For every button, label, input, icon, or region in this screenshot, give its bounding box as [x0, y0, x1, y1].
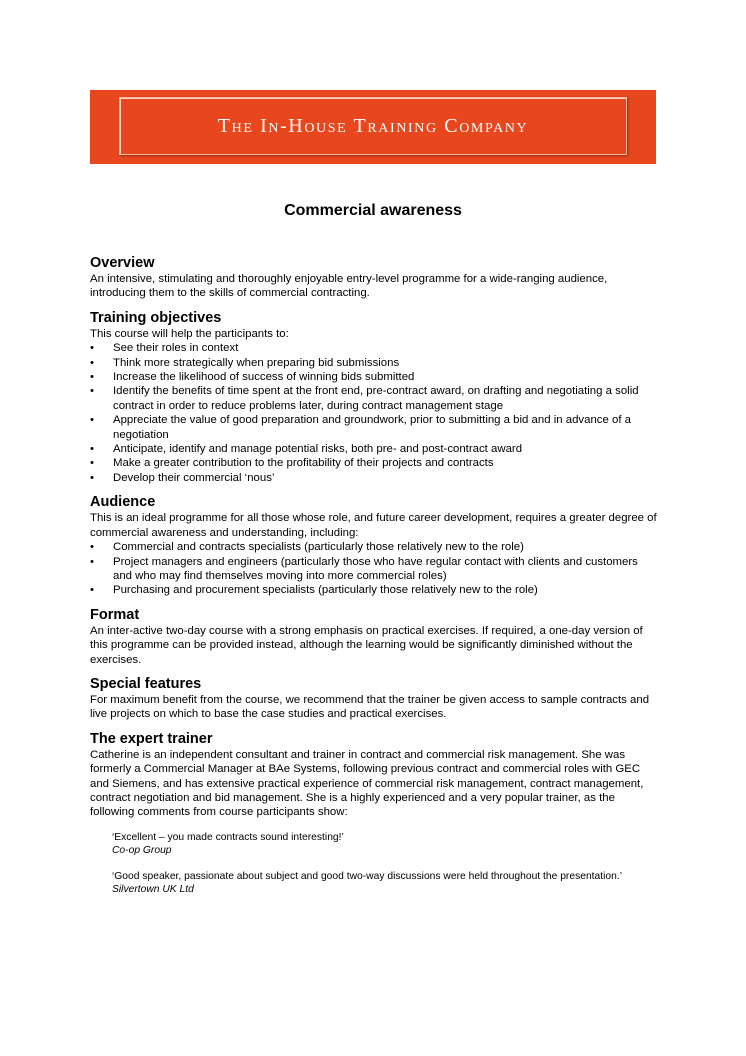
- testimonial-source: Co-op Group: [112, 844, 172, 856]
- special-features-text: For maximum benefit from the course, we recommend that the trainer be given access to sample contracts and live projects on which to base the case studies and practical exercises.: [90, 693, 650, 721]
- overview-section: [90, 255, 660, 301]
- list-item: • See their roles in context: [90, 341, 660, 355]
- company-banner: [90, 90, 656, 164]
- testimonials: [112, 831, 660, 896]
- objectives-list: [90, 341, 660, 485]
- list-item: • Appreciate the value of good preparation and groundwork, prior to submitting a bid and in advance of a negotiation: [90, 413, 660, 442]
- special-features-heading: Special features: [90, 675, 202, 692]
- list-item: • Purchasing and procurement specialists (particularly those relatively new to the role): [90, 583, 660, 597]
- banner-frame: [119, 97, 627, 155]
- list-item: • Commercial and contracts specialists (particularly those relatively new to the role): [90, 540, 660, 554]
- list-item: • Project managers and engineers (particularly those who have regular contact with clients and customers and who may find themselves moving into more commercial roles): [90, 555, 660, 584]
- audience-list: [90, 540, 660, 598]
- overview-heading: Overview: [90, 255, 155, 271]
- objectives-section: [90, 310, 660, 485]
- format-heading: Format: [90, 606, 140, 623]
- testimonial-quote: ‘Good speaker, passionate about subject and good two-way discussions were held throughout the presentation.’: [112, 870, 623, 882]
- audience-intro: This is an ideal programme for all those whose role, and future career development, requires a greater degree of commercial awareness and understanding, including:: [90, 512, 657, 539]
- testimonial: [112, 831, 660, 857]
- list-item: • Increase the likelihood of success of winning bids submitted: [90, 370, 660, 384]
- list-item: • Make a greater contribution to the profitability of their projects and contracts: [90, 456, 660, 470]
- page-title: Commercial awareness: [284, 202, 462, 219]
- trainer-section: [90, 731, 660, 896]
- trainer-text: Catherine is an independent consultant and trainer in contract and commercial risk management. She was formerly a Commercial Manager at BAe Systems, following previous contract and commercial roles with GEC and Siemens, and has extensive practical experience of commercial risk management, contract management, contract negotiation and bid management. She is a highly experienced and a very popular trainer, as the following comments from course participants show:: [90, 748, 644, 819]
- company-name: The In-House Training Company: [217, 114, 529, 137]
- document-body: [90, 255, 660, 909]
- format-section: [90, 607, 660, 667]
- overview-text: An intensive, stimulating and thoroughly enjoyable entry-level programme for a wide-ranging audience, introducing them to the skills of commercial contracting.: [90, 273, 608, 300]
- list-item: • Develop their commercial ‘nous’: [90, 471, 660, 485]
- objectives-heading: Training objectives: [90, 309, 222, 326]
- testimonial: [112, 870, 660, 896]
- list-item: • Anticipate, identify and manage potential risks, both pre- and post-contract award: [90, 442, 660, 456]
- audience-section: [90, 494, 660, 597]
- special-features-section: [90, 676, 660, 722]
- trainer-heading: The expert trainer: [90, 730, 213, 747]
- list-item: • Identify the benefits of time spent at the front end, pre-contract award, on drafting and negotiating a solid contract in order to reduce problems later, during contract management stage: [90, 384, 660, 413]
- testimonial-quote: ‘Excellent – you made contracts sound interesting!’: [112, 831, 344, 843]
- objectives-intro: This course will help the participants to:: [90, 327, 289, 340]
- format-text: An inter-active two-day course with a strong emphasis on practical exercises. If required, a one-day version of this programme can be provided instead, although the learning would be significantly diminished without the exercises.: [90, 624, 643, 666]
- testimonial-source: Silvertown UK Ltd: [112, 883, 194, 895]
- audience-heading: Audience: [90, 494, 156, 511]
- list-item: • Think more strategically when preparing bid submissions: [90, 356, 660, 370]
